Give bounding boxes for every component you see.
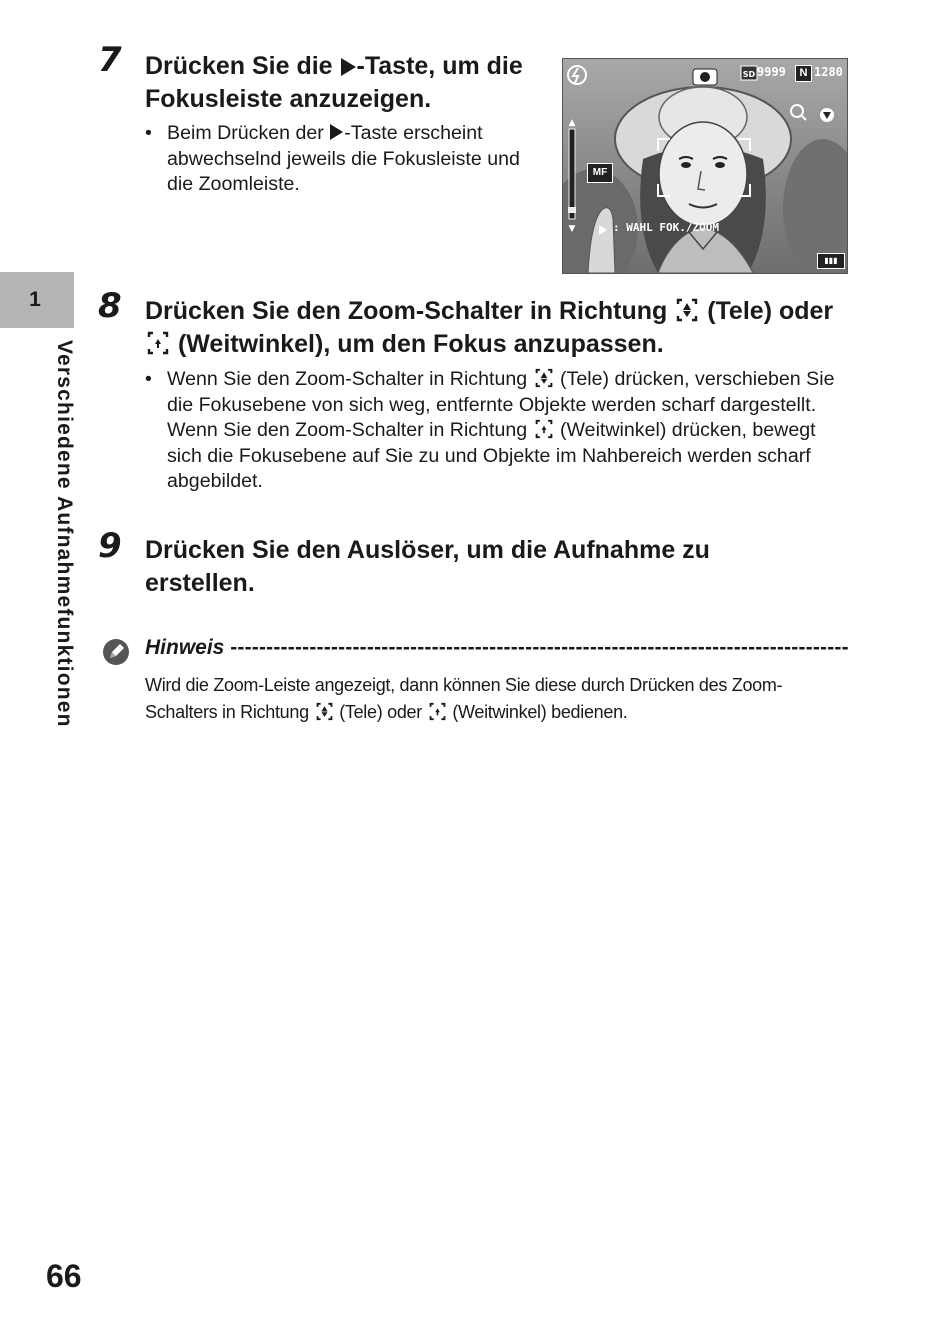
step-7-number: 7 xyxy=(98,40,122,80)
note-divider: -------------------------------------------------------------------------------------- xyxy=(230,636,849,659)
list-item: • Beim Drücken der -Taste erscheint abwechselnd jeweils die Fokusleiste und die Zoomleiste. xyxy=(145,122,520,195)
battery-icon: ▮▮▮ xyxy=(817,253,845,269)
note-heading: Hinweis -------------------------------------------------------------------------------------- xyxy=(145,636,849,659)
wide-zoom-icon xyxy=(535,419,553,439)
wide-zoom-icon xyxy=(147,331,169,355)
chapter-title: Verschiedene Aufnahmefunktionen xyxy=(53,340,76,728)
image-size-indicator: 1280 xyxy=(814,65,843,79)
note-pencil-icon xyxy=(102,638,130,666)
step-9-number: 9 xyxy=(98,526,122,566)
step-8-number: 8 xyxy=(98,286,122,326)
quality-badge: N xyxy=(795,65,812,82)
note-text: Wird die Zoom-Leiste angezeigt, dann können Sie diese durch Drücken des Zoom-Schalters in Richtung (Tele) oder (Weitwinkel) bedienen. xyxy=(145,675,783,722)
page-number: 66 xyxy=(46,1258,82,1294)
step-8-body xyxy=(145,367,845,495)
manual-focus-badge: MF xyxy=(587,163,613,183)
svg-text:SD: SD xyxy=(742,70,756,79)
tele-zoom-icon xyxy=(535,368,553,388)
play-button-icon xyxy=(341,58,356,76)
step-7-body xyxy=(145,121,545,198)
wide-zoom-icon xyxy=(429,702,446,721)
tele-zoom-icon xyxy=(676,298,698,322)
chapter-number: 1 xyxy=(29,288,41,311)
step-7-heading: Drücken Sie die -Taste, um die Fokusleiste anzuzeigen. xyxy=(145,52,523,113)
focus-guide-text: : WAHL FOK./ZOOM xyxy=(613,221,719,234)
tele-zoom-icon xyxy=(316,702,333,721)
step-8-heading: Drücken Sie den Zoom-Schalter in Richtung (Tele) oder (Weitwinkel), um den Fokus anzupassen. xyxy=(145,297,834,358)
remaining-shots-counter: 9999 xyxy=(757,65,786,79)
camera-lcd-screenshot xyxy=(562,58,848,274)
svg-text:▲: ▲ xyxy=(568,118,576,128)
step-9-heading: Drücken Sie den Auslöser, um die Aufnahme zu erstellen. xyxy=(145,536,710,597)
svg-text:▼: ▼ xyxy=(568,224,576,234)
play-button-icon xyxy=(330,124,343,140)
list-item: • Wenn Sie den Zoom-Schalter in Richtung (Tele) drücken, verschieben Sie die Fokusebene von sich weg, entfernte Objekte werden scharf dargestellt. Wenn Sie den Zoom-Schalter in Richtung (Weitwinkel) drücken, bewegt sich die Fokusebene auf Sie zu und Objekte im Nahbereich werden scharf abgebildet. xyxy=(145,368,835,492)
